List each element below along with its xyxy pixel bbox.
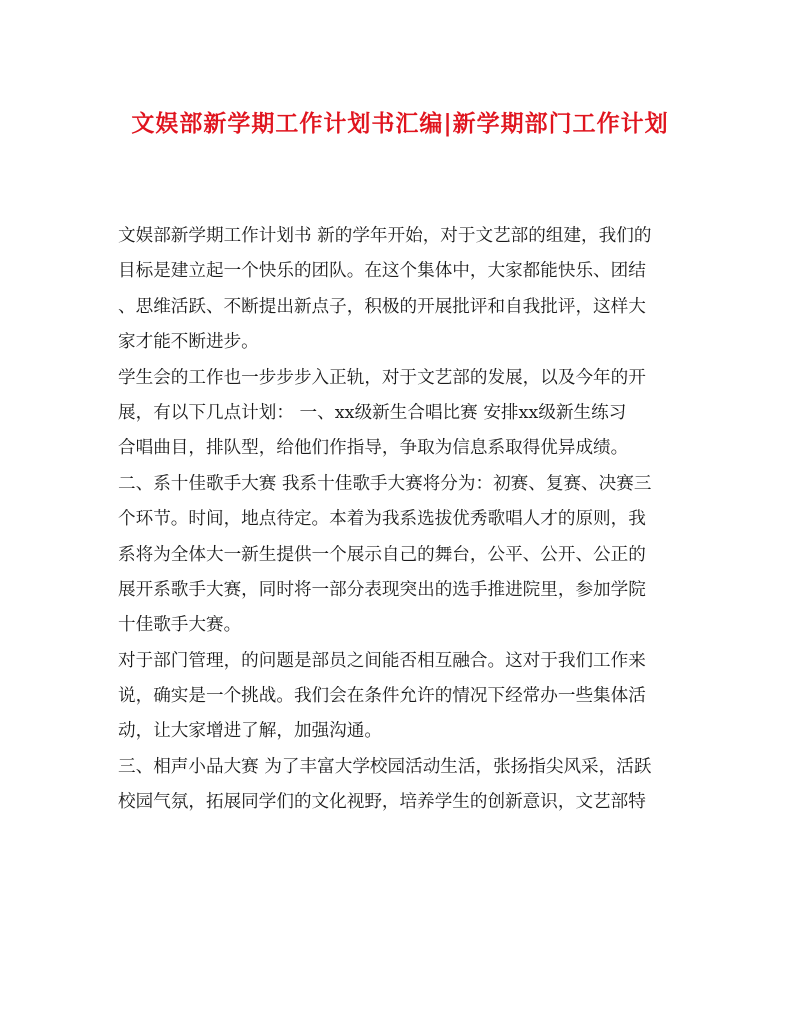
body-line: 校园气氛，拓展同学们的文化视野，培养学生的创新意识，文艺部特	[118, 792, 646, 813]
body-line: 说，确实是一个挑战。我们会在条件允许的情况下经常办一些集体活	[118, 686, 646, 707]
body-line: 系将为全体大一新生提供一个展示自己的舞台，公平、公开、公正的	[118, 544, 646, 565]
document-body	[118, 219, 684, 821]
body-line: 学生会的工作也一步步步入正轨，对于文艺部的发展，以及今年的开	[118, 367, 646, 388]
body-line: 文娱部新学期工作计划书 新的学年开始，对于文艺部的组建，我们的	[118, 226, 652, 246]
body-line: 展，有以下几点计划： 一、xx级新生合唱比赛 安排xx级新生练习	[118, 402, 627, 423]
body-line: 十佳歌手大赛。	[118, 615, 242, 636]
document-title: 文娱部新学期工作计划书汇编|新学期部门工作计划	[131, 110, 669, 137]
body-line: 展开系歌手大赛，同时将一部分表现突出的选手推进院里，参加学院	[118, 579, 646, 600]
body-line: 合唱曲目，排队型，给他们作指导，争取为信息系取得优异成绩。	[118, 438, 629, 459]
body-line: 家才能不断进步。	[118, 332, 259, 353]
body-line: 动，让大家增进了解，加强沟通。	[118, 721, 382, 742]
body-line: 三、相声小品大赛 为了丰富大学校园活动生活，张扬指尖风采，活跃	[118, 756, 652, 777]
body-line: 个环节。时间，地点待定。本着为我系选拔优秀歌唱人才的原则，我	[118, 509, 646, 530]
body-line: 二、系十佳歌手大赛 我系十佳歌手大赛将分为：初赛、复赛、决赛三	[118, 473, 652, 494]
body-line: 对于部门管理，的问题是部员之间能否相互融合。这对于我们工作来	[118, 650, 646, 671]
body-line: 目标是建立起一个快乐的团队。在这个集体中，大家都能快乐、团结	[118, 261, 646, 282]
body-line: 、思维活跃、不断提出新点子，积极的开展批评和自我批评，这样大	[118, 296, 646, 317]
